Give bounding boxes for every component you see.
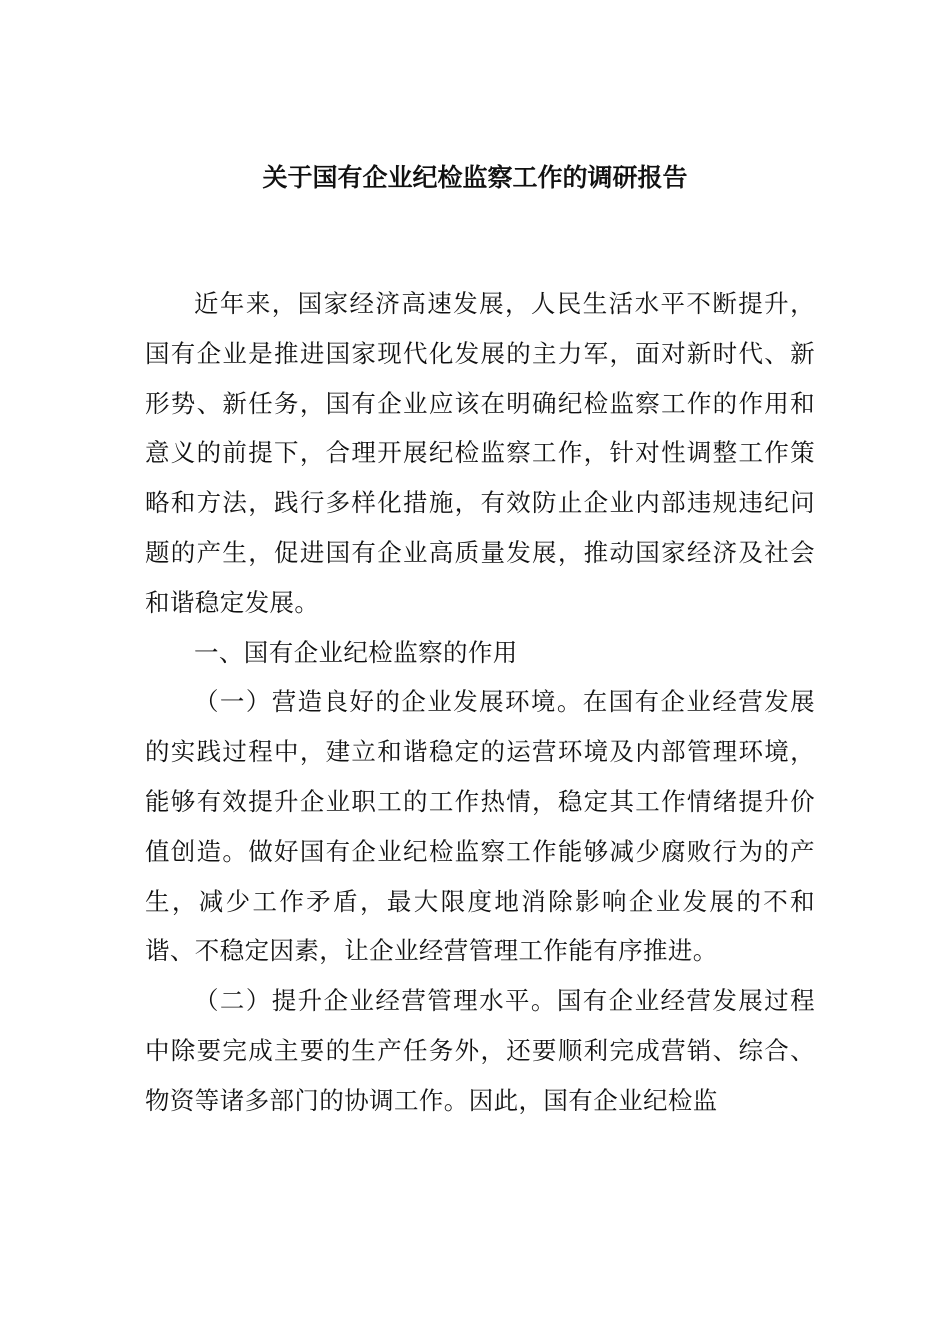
section-heading: 一、国有企业纪检监察的作用 [194, 637, 518, 667]
document-body [145, 279, 815, 1126]
subsection-paragraph-2: （二）提升企业经营管理水平。国有企业经营发展过程中除要完成主要的生产任务外，还要顺利完成营销、综合、物资等诸多部门的协调工作。因此，国有企业纪检监 [145, 986, 815, 1115]
document-title: 关于国有企业纪检监察工作的调研报告 [262, 163, 688, 192]
subsection-paragraph-1: （一）营造良好的企业发展环境。在国有企业经营发展的实践过程中，建立和谐稳定的运营环境及内部管理环境，能够有效提升企业职工的工作热情，稳定其工作情绪提升价值创造。做好国有企业纪检监察工作能够减少腐败行为的产生，减少工作矛盾，最大限度地消除影响企业发展的不和谐、不稳定因素，让企业经营管理工作能有序推进。 [145, 687, 815, 966]
intro-paragraph: 近年来，国家经济高速发展，人民生活水平不断提升，国有企业是推进国家现代化发展的主力军，面对新时代、新形势、新任务，国有企业应该在明确纪检监察工作的作用和意义的前提下，合理开展纪检监察工作，针对性调整工作策略和方法，践行多样化措施，有效防止企业内部违规违纪问题的产生，促进国有企业高质量发展，推动国家经济及社会和谐稳定发展。 [145, 289, 815, 617]
